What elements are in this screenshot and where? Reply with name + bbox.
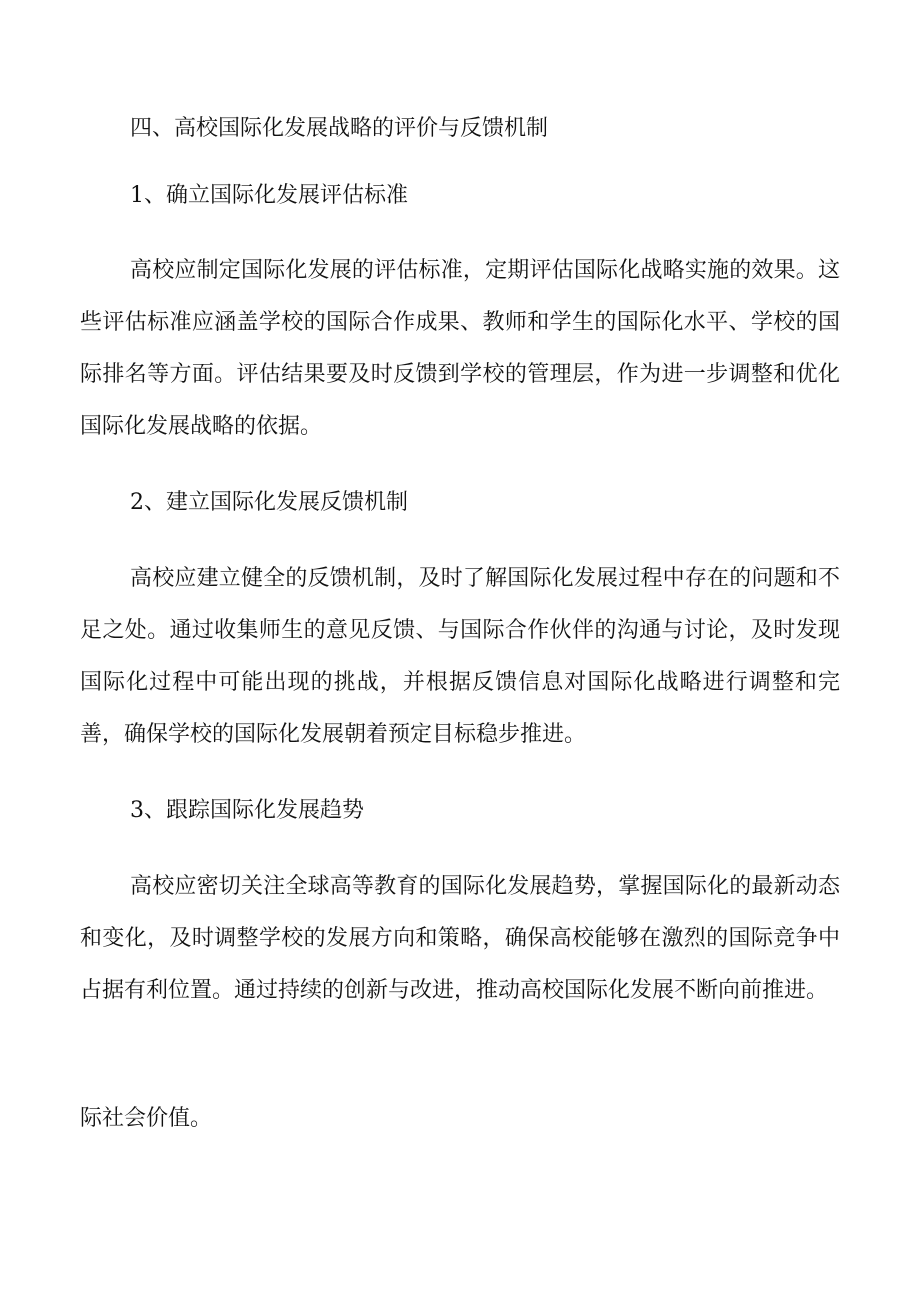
subsection-heading-3: 3、跟踪国际化发展趋势 bbox=[130, 798, 364, 823]
trailing-text: 际社会价值。 bbox=[80, 1106, 213, 1131]
subsection-paragraph-3: 高校应密切关注全球高等教育的国际化发展趋势，掌握国际化的最新动态和变化，及时调整学校的发展方向和策略，确保高校能够在激烈的国际竞争中占据有利位置。通过持续的创新与改进，推动高校国际化发展不断向前推进。 bbox=[80, 874, 840, 1003]
subsection-heading-1: 1、确立国际化发展评估标准 bbox=[130, 183, 408, 208]
subsection-paragraph-1: 高校应制定国际化发展的评估标准，定期评估国际化战略实施的效果。这些评估标准应涵盖学校的国际合作成果、教师和学生的国际化水平、学校的国际排名等方面。评估结果要及时反馈到学校的管理层，作为进一步调整和优化国际化发展战略的依据。 bbox=[80, 258, 840, 439]
subsection-heading-2: 2、建立国际化发展反馈机制 bbox=[130, 490, 408, 515]
section-title: 四、高校国际化发展战略的评价与反馈机制 bbox=[130, 116, 549, 141]
subsection-paragraph-2: 高校应建立健全的反馈机制，及时了解国际化发展过程中存在的问题和不足之处。通过收集师生的意见反馈、与国际合作伙伴的沟通与讨论，及时发现国际化过程中可能出现的挑战，并根据反馈信息对国际化战略进行调整和完善，确保学校的国际化发展朝着预定目标稳步推进。 bbox=[80, 566, 840, 747]
